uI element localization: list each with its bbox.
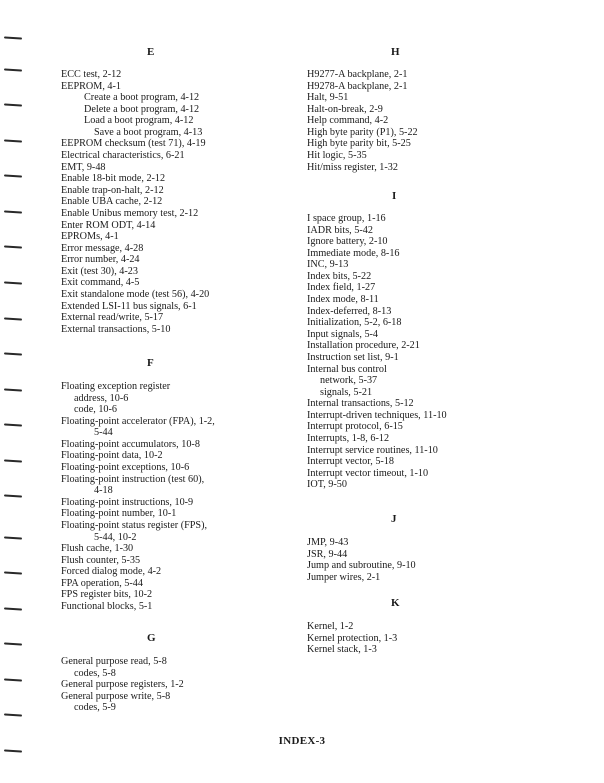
margin-tick — [4, 210, 22, 213]
index-entry: Floating-point number, 10-1 — [61, 508, 177, 520]
index-entry: JMP, 9-43 — [307, 537, 349, 548]
index-subentry: 5-44 — [94, 427, 113, 439]
index-subentry: codes, 5-8 — [74, 667, 116, 679]
index-entry: Halt, 9-51 — [307, 92, 349, 104]
index-entry: Enable UBA cache, 2-12 — [61, 196, 163, 208]
index-entry: Halt-on-break, 2-9 — [307, 103, 383, 115]
index-entry: FPA operation, 5-44 — [61, 577, 143, 589]
index-entry: INC, 9-13 — [307, 259, 349, 271]
index-entry: Enter ROM ODT, 4-14 — [61, 219, 156, 231]
index-entry: High byte parity bit, 5-25 — [307, 138, 411, 150]
index-entry: Exit (test 30), 4-23 — [61, 265, 138, 277]
margin-tick — [4, 423, 22, 426]
index-entry: Interrupt vector, 5-18 — [307, 456, 395, 468]
margin-tick — [4, 103, 22, 106]
index-entry: Flush cache, 1-30 — [61, 543, 134, 555]
margin-tick — [4, 494, 22, 497]
index-entry: EPROMs, 4-1 — [61, 231, 119, 243]
index-entry: Error message, 4-28 — [61, 242, 144, 254]
section-f-entries — [61, 381, 215, 613]
margin-tick — [4, 459, 22, 462]
index-subentry: code, 10-6 — [74, 404, 117, 416]
index-entry: FPS register bits, 10-2 — [61, 589, 153, 601]
index-subentry: 5-44, 10-2 — [94, 531, 137, 543]
margin-tick — [4, 536, 22, 539]
index-entry: Floating-point data, 10-2 — [61, 450, 163, 462]
index-entry: Enable trap-on-halt, 2-12 — [61, 184, 164, 196]
index-subentry: address, 10-6 — [74, 392, 129, 404]
index-entry: EEPROM checksum (test 71), 4-19 — [61, 138, 206, 150]
section-letter-j: J — [391, 513, 397, 525]
index-entry: Index field, 1-27 — [307, 282, 376, 294]
section-i-entries — [307, 213, 447, 491]
index-entry: Internal bus control — [307, 363, 387, 375]
index-entry: I space group, 1-16 — [307, 213, 386, 224]
margin-tick — [4, 678, 22, 681]
index-entry: Interrupts, 1-8, 6-12 — [307, 432, 390, 444]
index-entry: Floating-point status register (FPS), — [61, 519, 208, 531]
index-entry: General purpose read, 5-8 — [61, 656, 167, 667]
margin-tick — [4, 245, 22, 248]
index-entry: Ignore battery, 2-10 — [307, 236, 388, 248]
index-entry: IOT, 9-50 — [307, 479, 347, 491]
index-entry: Jumper wires, 2-1 — [307, 571, 381, 583]
index-entry: Extended LSI-11 bus signals, 6-1 — [61, 300, 197, 312]
index-entry: Floating-point instructions, 10-9 — [61, 496, 194, 508]
margin-tick — [4, 388, 22, 391]
margin-tick — [4, 642, 22, 645]
index-entry: High byte parity (P1), 5-22 — [307, 126, 418, 138]
index-entry: JSR, 9-44 — [307, 548, 348, 560]
index-entry: Forced dialog mode, 4-2 — [61, 566, 162, 578]
index-entry: H9278-A backplane, 2-1 — [307, 80, 408, 92]
margin-tick — [4, 36, 22, 39]
section-h-entries — [307, 69, 418, 173]
index-entry: Interrupt service routines, 11-10 — [307, 444, 438, 456]
index-entry: Exit command, 4-5 — [61, 277, 140, 289]
index-entry: Enable 18-bit mode, 2-12 — [61, 173, 166, 185]
margin-tick — [4, 139, 22, 142]
index-entry: Electrical characteristics, 6-21 — [61, 150, 185, 162]
index-subentry: signals, 5-21 — [320, 386, 373, 398]
index-entry: Immediate mode, 8-16 — [307, 247, 400, 259]
section-e-entries — [61, 69, 209, 335]
index-subentry: 4-18 — [94, 485, 113, 497]
index-subentry: Load a boot program, 4-12 — [84, 115, 194, 127]
index-subentry: Create a boot program, 4-12 — [84, 92, 200, 104]
index-entry: Kernel protection, 1-3 — [307, 632, 398, 644]
index-entry: Flush counter, 5-35 — [61, 554, 141, 566]
section-j-entries — [307, 537, 416, 583]
section-letter-i: I — [392, 190, 397, 202]
index-entry: Error number, 4-24 — [61, 254, 140, 266]
index-entry: Interrupt protocol, 6-15 — [307, 421, 403, 433]
index-entry: Hit logic, 5-35 — [307, 150, 367, 162]
index-entry: Interrupt-driven techniques, 11-10 — [307, 409, 447, 421]
margin-tick — [4, 281, 22, 284]
index-entry: EEPROM, 4-1 — [61, 80, 121, 92]
binding-margin-marks — [0, 0, 30, 783]
index-entry: Floating-point accelerator (FPA), 1-2, — [61, 415, 215, 427]
index-entry: Index mode, 8-11 — [307, 294, 379, 306]
index-entry: General purpose write, 5-8 — [61, 690, 171, 702]
section-letter-f: F — [147, 357, 154, 369]
index-entry: Jump and subroutine, 9-10 — [307, 560, 416, 572]
section-k-entries — [307, 621, 397, 656]
section-letter-g: G — [147, 632, 156, 644]
page-footer-label: INDEX-3 — [278, 735, 326, 747]
index-entry: Index-deferred, 8-13 — [307, 305, 392, 317]
section-letter-h: H — [391, 46, 400, 58]
index-entry: Hit/miss register, 1-32 — [307, 161, 398, 173]
index-entry: Kernel, 1-2 — [307, 621, 354, 632]
index-entry: Installation procedure, 2-21 — [307, 340, 420, 352]
margin-tick — [4, 607, 22, 610]
index-entry: Kernel stack, 1-3 — [307, 644, 377, 656]
index-entry: H9277-A backplane, 2-1 — [307, 69, 408, 80]
index-entry: Floating exception register — [61, 381, 171, 392]
margin-tick — [4, 749, 22, 752]
index-entry: Input signals, 5-4 — [307, 328, 379, 340]
index-entry: Floating-point instruction (test 60), — [61, 473, 205, 485]
margin-tick — [4, 352, 22, 355]
margin-tick — [4, 68, 22, 71]
index-entry: Exit standalone mode (test 56), 4-20 — [61, 288, 210, 300]
index-entry: ECC test, 2-12 — [61, 69, 122, 80]
section-g-entries — [61, 656, 184, 714]
index-entry: Initialization, 5-2, 6-18 — [307, 317, 402, 329]
index-entry: External transactions, 5-10 — [61, 323, 171, 335]
index-subentry: network, 5-37 — [320, 375, 378, 387]
margin-tick — [4, 571, 22, 574]
index-entry: Functional blocks, 5-1 — [61, 600, 153, 612]
index-entry: EMT, 9-48 — [61, 161, 106, 173]
index-entry: Interrupt vector timeout, 1-10 — [307, 467, 429, 479]
index-entry: Instruction set list, 9-1 — [307, 351, 399, 363]
index-entry: External read/write, 5-17 — [61, 312, 164, 324]
index-subentry: codes, 5-9 — [74, 702, 116, 714]
index-entry: Enable Unibus memory test, 2-12 — [61, 207, 199, 219]
index-entry: Index bits, 5-22 — [307, 270, 372, 282]
index-entry: IADR bits, 5-42 — [307, 224, 373, 236]
index-entry: Floating-point exceptions, 10-6 — [61, 462, 190, 474]
index-subentry: Delete a boot program, 4-12 — [84, 103, 200, 115]
index-entry: General purpose registers, 1-2 — [61, 679, 184, 691]
index-entry: Internal transactions, 5-12 — [307, 398, 414, 410]
margin-tick — [4, 174, 22, 177]
index-subentry: Save a boot program, 4-13 — [94, 126, 203, 138]
index-entry: Floating-point accumulators, 10-8 — [61, 438, 200, 450]
margin-tick — [4, 713, 22, 716]
index-entry: Help command, 4-2 — [307, 115, 389, 127]
section-letter-k: K — [391, 597, 400, 609]
margin-tick — [4, 317, 22, 320]
section-letter-e: E — [147, 46, 155, 58]
